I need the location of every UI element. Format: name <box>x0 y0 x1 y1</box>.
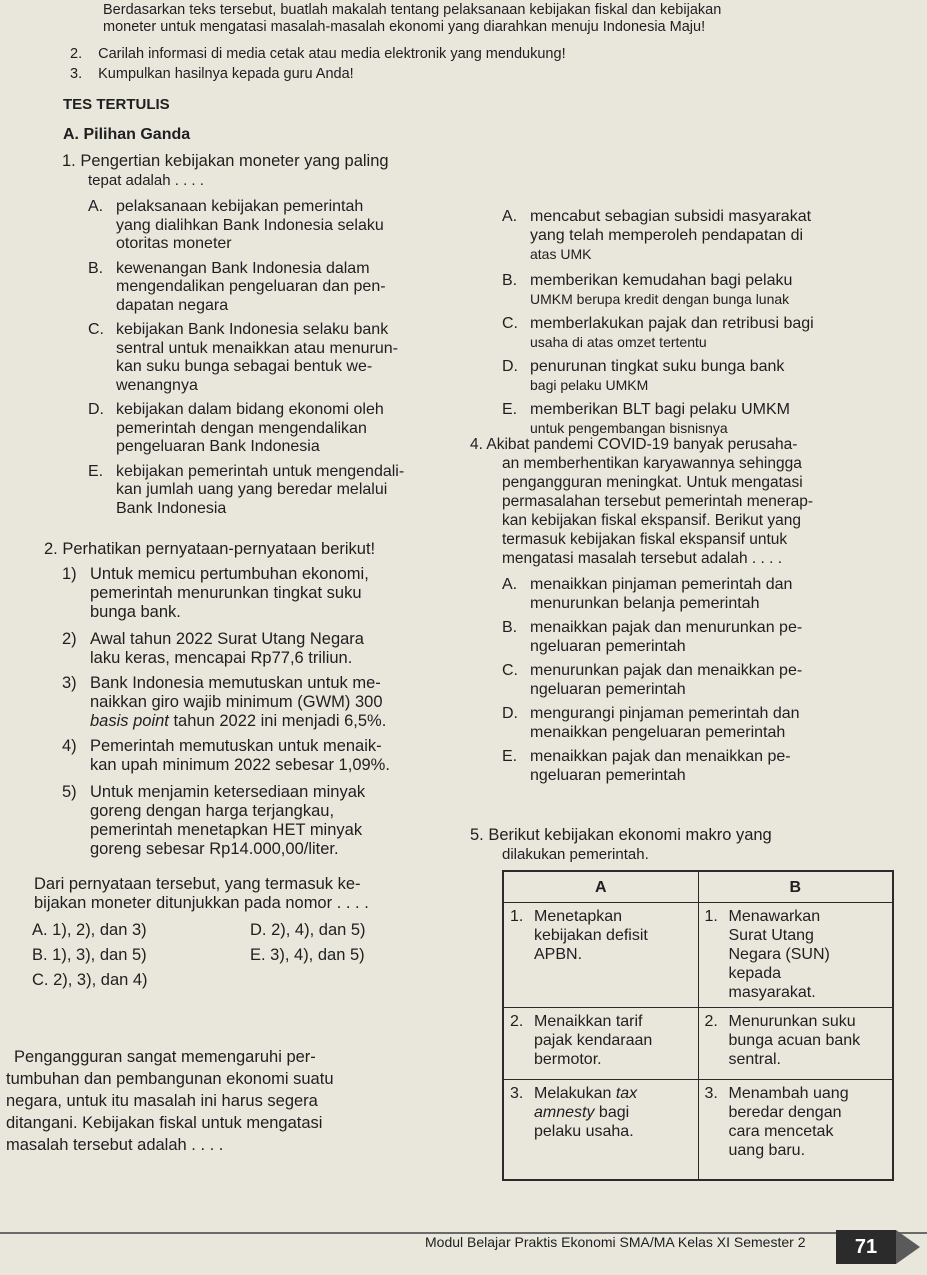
q2-s2-number: 2) <box>62 630 77 648</box>
q4-stem-4: permasalahan tersebut pemerintah menerap- <box>502 493 814 510</box>
a2-line-3: bermotor. <box>534 1051 602 1068</box>
intro-item-3-text: Kumpulkan hasilnya kepada guru Anda! <box>98 66 354 82</box>
q2-s1-line-2: pemerintah menurunkan tingkat suku <box>90 584 362 602</box>
footer-book-title: Modul Belajar Praktis Ekonomi SMA/MA Kelas XI Semester 2 <box>425 1234 806 1250</box>
intro-item-2-number: 2. <box>70 46 83 62</box>
q3-c-line-1: memberlakukan pajak dan retribusi bagi <box>530 314 814 332</box>
q4-a-line-2: menurunkan belanja pemerintah <box>530 594 760 612</box>
q5-stem-2: dilakukan pemerintah. <box>502 846 649 863</box>
intro-item-3-number: 3. <box>70 66 83 82</box>
q1-e-line-1: kebijakan pemerintah untuk mengendali- <box>116 462 405 480</box>
page-number: 71 <box>836 1230 896 1264</box>
table-cell-b2 <box>698 1008 893 1080</box>
a2-line-2: pajak kendaraan <box>534 1032 653 1049</box>
q1-d-line-1: kebijakan dalam bidang ekonomi oleh <box>116 401 384 418</box>
q1-c-label: C. <box>88 321 104 338</box>
q3-e-line-2: untuk pengembangan bisnisnya <box>530 420 728 436</box>
q3-option-b[interactable] <box>502 272 922 309</box>
a2-number: 2. <box>510 1013 524 1030</box>
q1-d-line-3: pengeluaran Bank Indonesia <box>116 438 320 455</box>
q1-d-label: D. <box>88 401 104 418</box>
q2-s5-line-4: goreng sebesar Rp14.000,00/liter. <box>90 840 339 858</box>
a1-number: 1. <box>510 908 524 925</box>
q1-option-a[interactable] <box>88 198 462 254</box>
q2-s3-line-2: naikkan giro wajib minimum (GWM) 300 <box>90 693 383 711</box>
q2-option-c[interactable]: C. 2), 3), dan 4) <box>32 971 148 989</box>
q3-stem-1: Pengangguran sangat memengaruhi per- <box>14 1048 316 1066</box>
a3-line-1: Melakukan <box>534 1085 616 1102</box>
b1-line-3: Negara (SUN) <box>728 946 830 963</box>
q3-e-label: E. <box>502 400 518 418</box>
a3-tax-term: tax <box>615 1085 638 1102</box>
q3-a-label: A. <box>502 208 518 225</box>
table-row <box>503 1080 893 1181</box>
a1-line-2: kebijakan defisit <box>534 927 648 944</box>
q3-c-line-2: usaha di atas omzet tertentu <box>530 334 707 350</box>
q2-s4-line-1: Pemerintah memutuskan untuk menaik- <box>90 737 382 755</box>
b1-line-2: Surat Utang <box>728 927 814 944</box>
b3-line-1: Menambah uang <box>728 1085 849 1102</box>
q4-stem-5: kan kebijakan fiskal ekspansif. Berikut yang <box>502 512 801 529</box>
q2-s5-line-1: Untuk menjamin ketersediaan minyak <box>90 783 366 801</box>
q1-e-line-2: kan jumlah uang yang beredar melalui <box>116 481 388 498</box>
a2-line-1: Menaikkan tarif <box>534 1013 643 1030</box>
q2-option-b[interactable]: B. 1), 3), dan 5) <box>32 946 147 964</box>
q1-e-label: E. <box>88 462 104 480</box>
q2-s4-line-2: kan upah minimum 2022 sebesar 1,09%. <box>90 756 390 774</box>
q1-b-label: B. <box>88 259 104 277</box>
q3-b-line-1: memberikan kemudahan bagi pelaku <box>530 271 793 289</box>
table-header-row <box>503 871 893 903</box>
q3-option-e[interactable] <box>502 401 922 438</box>
q4-option-d[interactable] <box>502 705 920 742</box>
a1-line-3: APBN. <box>534 946 583 963</box>
q2-s3-italic-term: basis point <box>90 712 169 730</box>
q4-c-line-1: menurunkan pajak dan menaikkan pe- <box>530 662 803 679</box>
question-3-options <box>502 208 922 438</box>
q4-d-label: D. <box>502 705 518 722</box>
q1-c-line-3: kan suku bunga sebagai bentuk we- <box>116 358 373 375</box>
question-5 <box>470 826 920 864</box>
q4-c-label: C. <box>502 662 518 679</box>
q1-a-line-1: pelaksanaan kebijakan pemerintah <box>116 198 364 215</box>
intro-item-2-text: Carilah informasi di media cetak atau media elektronik yang mendukung! <box>98 46 566 62</box>
q2-ask-line-2: bijakan moneter ditunjukkan pada nomor . . . . <box>34 894 369 912</box>
q2-option-e[interactable]: E. 3), 4), dan 5) <box>250 946 365 964</box>
b1-line-5: masyarakat. <box>728 984 816 1001</box>
table-cell-b3 <box>698 1080 893 1181</box>
q2-option-a[interactable]: A. 1), 2), dan 3) <box>32 921 147 939</box>
table-cell-b1 <box>698 903 893 1008</box>
q4-e-line-1: menaikkan pajak dan menaikkan pe- <box>530 748 791 765</box>
q4-b-line-1: menaikkan pajak dan menurunkan pe- <box>530 619 803 636</box>
q1-d-line-2: pemerintah dengan mengendalikan <box>116 419 367 437</box>
table-cell-a1 <box>503 903 698 1008</box>
q2-options <box>32 921 464 997</box>
b2-line-1: Menurunkan suku <box>728 1013 856 1030</box>
q3-d-line-2: bagi pelaku UMKM <box>530 377 649 393</box>
q4-d-line-2: menaikkan pengeluaran pemerintah <box>530 723 786 741</box>
q1-b-line-2: mengendalikan pengeluaran dan pen- <box>116 278 386 295</box>
q3-option-a[interactable] <box>502 208 922 264</box>
q1-e-line-3: Bank Indonesia <box>116 499 227 517</box>
q2-statement-4 <box>62 737 464 775</box>
q1-option-c[interactable] <box>88 321 462 395</box>
q4-option-e[interactable] <box>502 748 920 785</box>
q2-s2-line-1: Awal tahun 2022 Surat Utang Negara <box>90 630 364 648</box>
q2-ask-line-1: Dari pernyataan tersebut, yang termasuk ke- <box>34 875 361 893</box>
q4-c-line-2: ngeluaran pemerintah <box>530 680 686 698</box>
q2-statement-3 <box>62 674 464 731</box>
q1-c-line-2: sentral untuk menaikkan atau menurun- <box>116 339 398 357</box>
q4-a-line-1: menaikkan pinjaman pemerintah dan <box>530 576 793 593</box>
b3-number: 3. <box>704 1085 718 1102</box>
q3-e-line-1: memberikan BLT bagi pelaku UMKM <box>530 400 790 418</box>
b1-number: 1. <box>704 908 718 925</box>
q2-s2-line-2: laku keras, mencapai Rp77,6 triliun. <box>90 649 353 667</box>
q4-b-label: B. <box>502 619 518 636</box>
q1-stem-2: tepat adalah . . . . <box>88 172 204 189</box>
a3-number: 3. <box>510 1085 524 1102</box>
q2-s3-line-3: tahun 2022 ini menjadi 6,5%. <box>168 712 387 730</box>
q2-statement-2 <box>62 630 464 668</box>
table-cell-a3 <box>503 1080 698 1181</box>
q3-c-label: C. <box>502 314 518 332</box>
q4-e-label: E. <box>502 748 518 765</box>
q1-stem-1: 1. Pengertian kebijakan moneter yang paling <box>62 152 389 170</box>
q4-b-line-2: ngeluaran pemerintah <box>530 637 686 655</box>
a3-line-3: pelaku usaha. <box>534 1123 634 1140</box>
q4-e-line-2: ngeluaran pemerintah <box>530 766 686 784</box>
b3-line-2: beredar dengan <box>728 1104 842 1121</box>
b3-line-3: cara mencetak <box>728 1123 834 1140</box>
q1-c-line-1: kebijakan Bank Indonesia selaku bank <box>116 321 389 338</box>
q2-statement-5 <box>62 783 464 859</box>
q2-s1-line-1: Untuk memicu pertumbuhan ekonomi, <box>90 565 369 583</box>
q3-stem-2: tumbuhan dan pembangunan ekonomi suatu <box>6 1070 334 1088</box>
q1-c-line-4: wenangnya <box>116 376 198 394</box>
q2-s4-number: 4) <box>62 737 77 755</box>
q4-stem-1: 4. Akibat pandemi COVID-19 banyak perusaha- <box>470 436 798 453</box>
b2-number: 2. <box>704 1013 718 1030</box>
q5-policy-table <box>502 870 894 1181</box>
b1-line-4: kepada <box>728 965 781 982</box>
q3-stem-4: ditangani. Kebijakan fiskal untuk mengatasi <box>6 1114 323 1132</box>
q5-stem-1: 5. Berikut kebijakan ekonomi makro yang <box>470 826 772 844</box>
table-head-a: A <box>503 871 698 903</box>
q1-option-e[interactable] <box>88 463 462 519</box>
q3-a-line-3: atas UMK <box>530 246 592 262</box>
q1-b-line-1: kewenangan Bank Indonesia dalam <box>116 259 370 277</box>
tes-tertulis-title: TES TERTULIS <box>63 96 170 113</box>
q3-d-label: D. <box>502 357 518 375</box>
q4-d-line-1: mengurangi pinjaman pemerintah dan <box>530 705 800 722</box>
b1-line-1: Menawarkan <box>728 908 821 925</box>
q2-s5-line-2: goreng dengan harga terjangkau, <box>90 802 335 820</box>
q1-a-line-2: yang dialihkan Bank Indonesia selaku <box>116 216 384 234</box>
q3-a-line-2: yang telah memperoleh pendapatan di <box>530 226 804 244</box>
intro-block <box>103 2 923 36</box>
a1-line-1: Menetapkan <box>534 908 623 925</box>
page-arrow-icon <box>896 1230 920 1264</box>
q3-d-line-1: penurunan tingkat suku bunga bank <box>530 357 785 375</box>
table-head-b: B <box>698 871 893 903</box>
q3-option-d[interactable] <box>502 358 922 395</box>
q1-option-d[interactable] <box>88 401 462 457</box>
q2-s5-line-3: pemerintah menetapkan HET minyak <box>90 821 363 839</box>
q4-option-c[interactable] <box>502 662 920 699</box>
q4-a-label: A. <box>502 576 518 593</box>
q1-a-line-3: otoritas moneter <box>116 235 232 252</box>
q4-option-a[interactable] <box>502 576 920 613</box>
b3-line-4: uang baru. <box>728 1142 806 1159</box>
table-row <box>503 1008 893 1080</box>
a3-amnesty-term: amnesty <box>534 1104 595 1121</box>
q3-b-line-2: UMKM berupa kredit dengan bunga lunak <box>530 291 790 307</box>
q2-s1-number: 1) <box>62 565 77 583</box>
q1-a-label: A. <box>88 198 104 215</box>
q2-stem: 2. Perhatikan pernyataan-pernyataan berikut! <box>44 540 376 558</box>
table-cell-a2 <box>503 1008 698 1080</box>
section-a-heading: A. Pilihan Ganda <box>63 126 191 143</box>
b2-line-3: sentral. <box>728 1051 781 1068</box>
q3-stem-5: masalah tersebut adalah . . . . <box>6 1136 224 1154</box>
q1-b-line-3: dapatan negara <box>116 296 229 314</box>
a3-line-2: bagi <box>594 1104 630 1121</box>
q1-option-b[interactable] <box>88 260 462 316</box>
question-3-stem <box>6 1046 476 1156</box>
question-4 <box>470 435 920 785</box>
q2-s3-number: 3) <box>62 674 77 692</box>
q4-stem-7: mengatasi masalah tersebut adalah . . . . <box>502 550 783 567</box>
q4-stem-3: pengangguran meningkat. Untuk mengatasi <box>502 474 803 491</box>
q4-option-b[interactable] <box>502 619 920 656</box>
q4-stem-2: an memberhentikan karyawannya sehingga <box>502 455 802 472</box>
question-2 <box>32 540 464 997</box>
intro-item-2 <box>70 46 566 63</box>
q3-option-c[interactable] <box>502 315 922 352</box>
intro-line-2: moneter untuk mengatasi masalah-masalah ekonomi yang diarahkan menuju Indonesia Maju! <box>103 19 706 35</box>
question-1 <box>62 152 462 518</box>
q2-s5-number: 5) <box>62 783 77 801</box>
q4-stem-6: termasuk kebijakan fiskal ekspansif untuk <box>502 531 788 548</box>
q3-b-label: B. <box>502 271 518 289</box>
q3-a-line-1: mencabut sebagian subsidi masyarakat <box>530 208 812 225</box>
intro-item-3 <box>70 66 354 83</box>
q2-statement-1 <box>62 565 464 622</box>
table-row <box>503 903 893 1008</box>
q2-s3-line-1: Bank Indonesia memutuskan untuk me- <box>90 674 381 692</box>
q2-option-d[interactable]: D. 2), 4), dan 5) <box>250 921 366 939</box>
intro-line-1: Berdasarkan teks tersebut, buatlah makalah tentang pelaksanaan kebijakan fiskal dan kebijakan <box>103 2 722 18</box>
q3-stem-3: negara, untuk itu masalah ini harus segera <box>6 1092 318 1110</box>
b2-line-2: bunga acuan bank <box>728 1032 861 1049</box>
q2-ask <box>34 875 464 913</box>
q2-s1-line-3: bunga bank. <box>90 603 181 621</box>
